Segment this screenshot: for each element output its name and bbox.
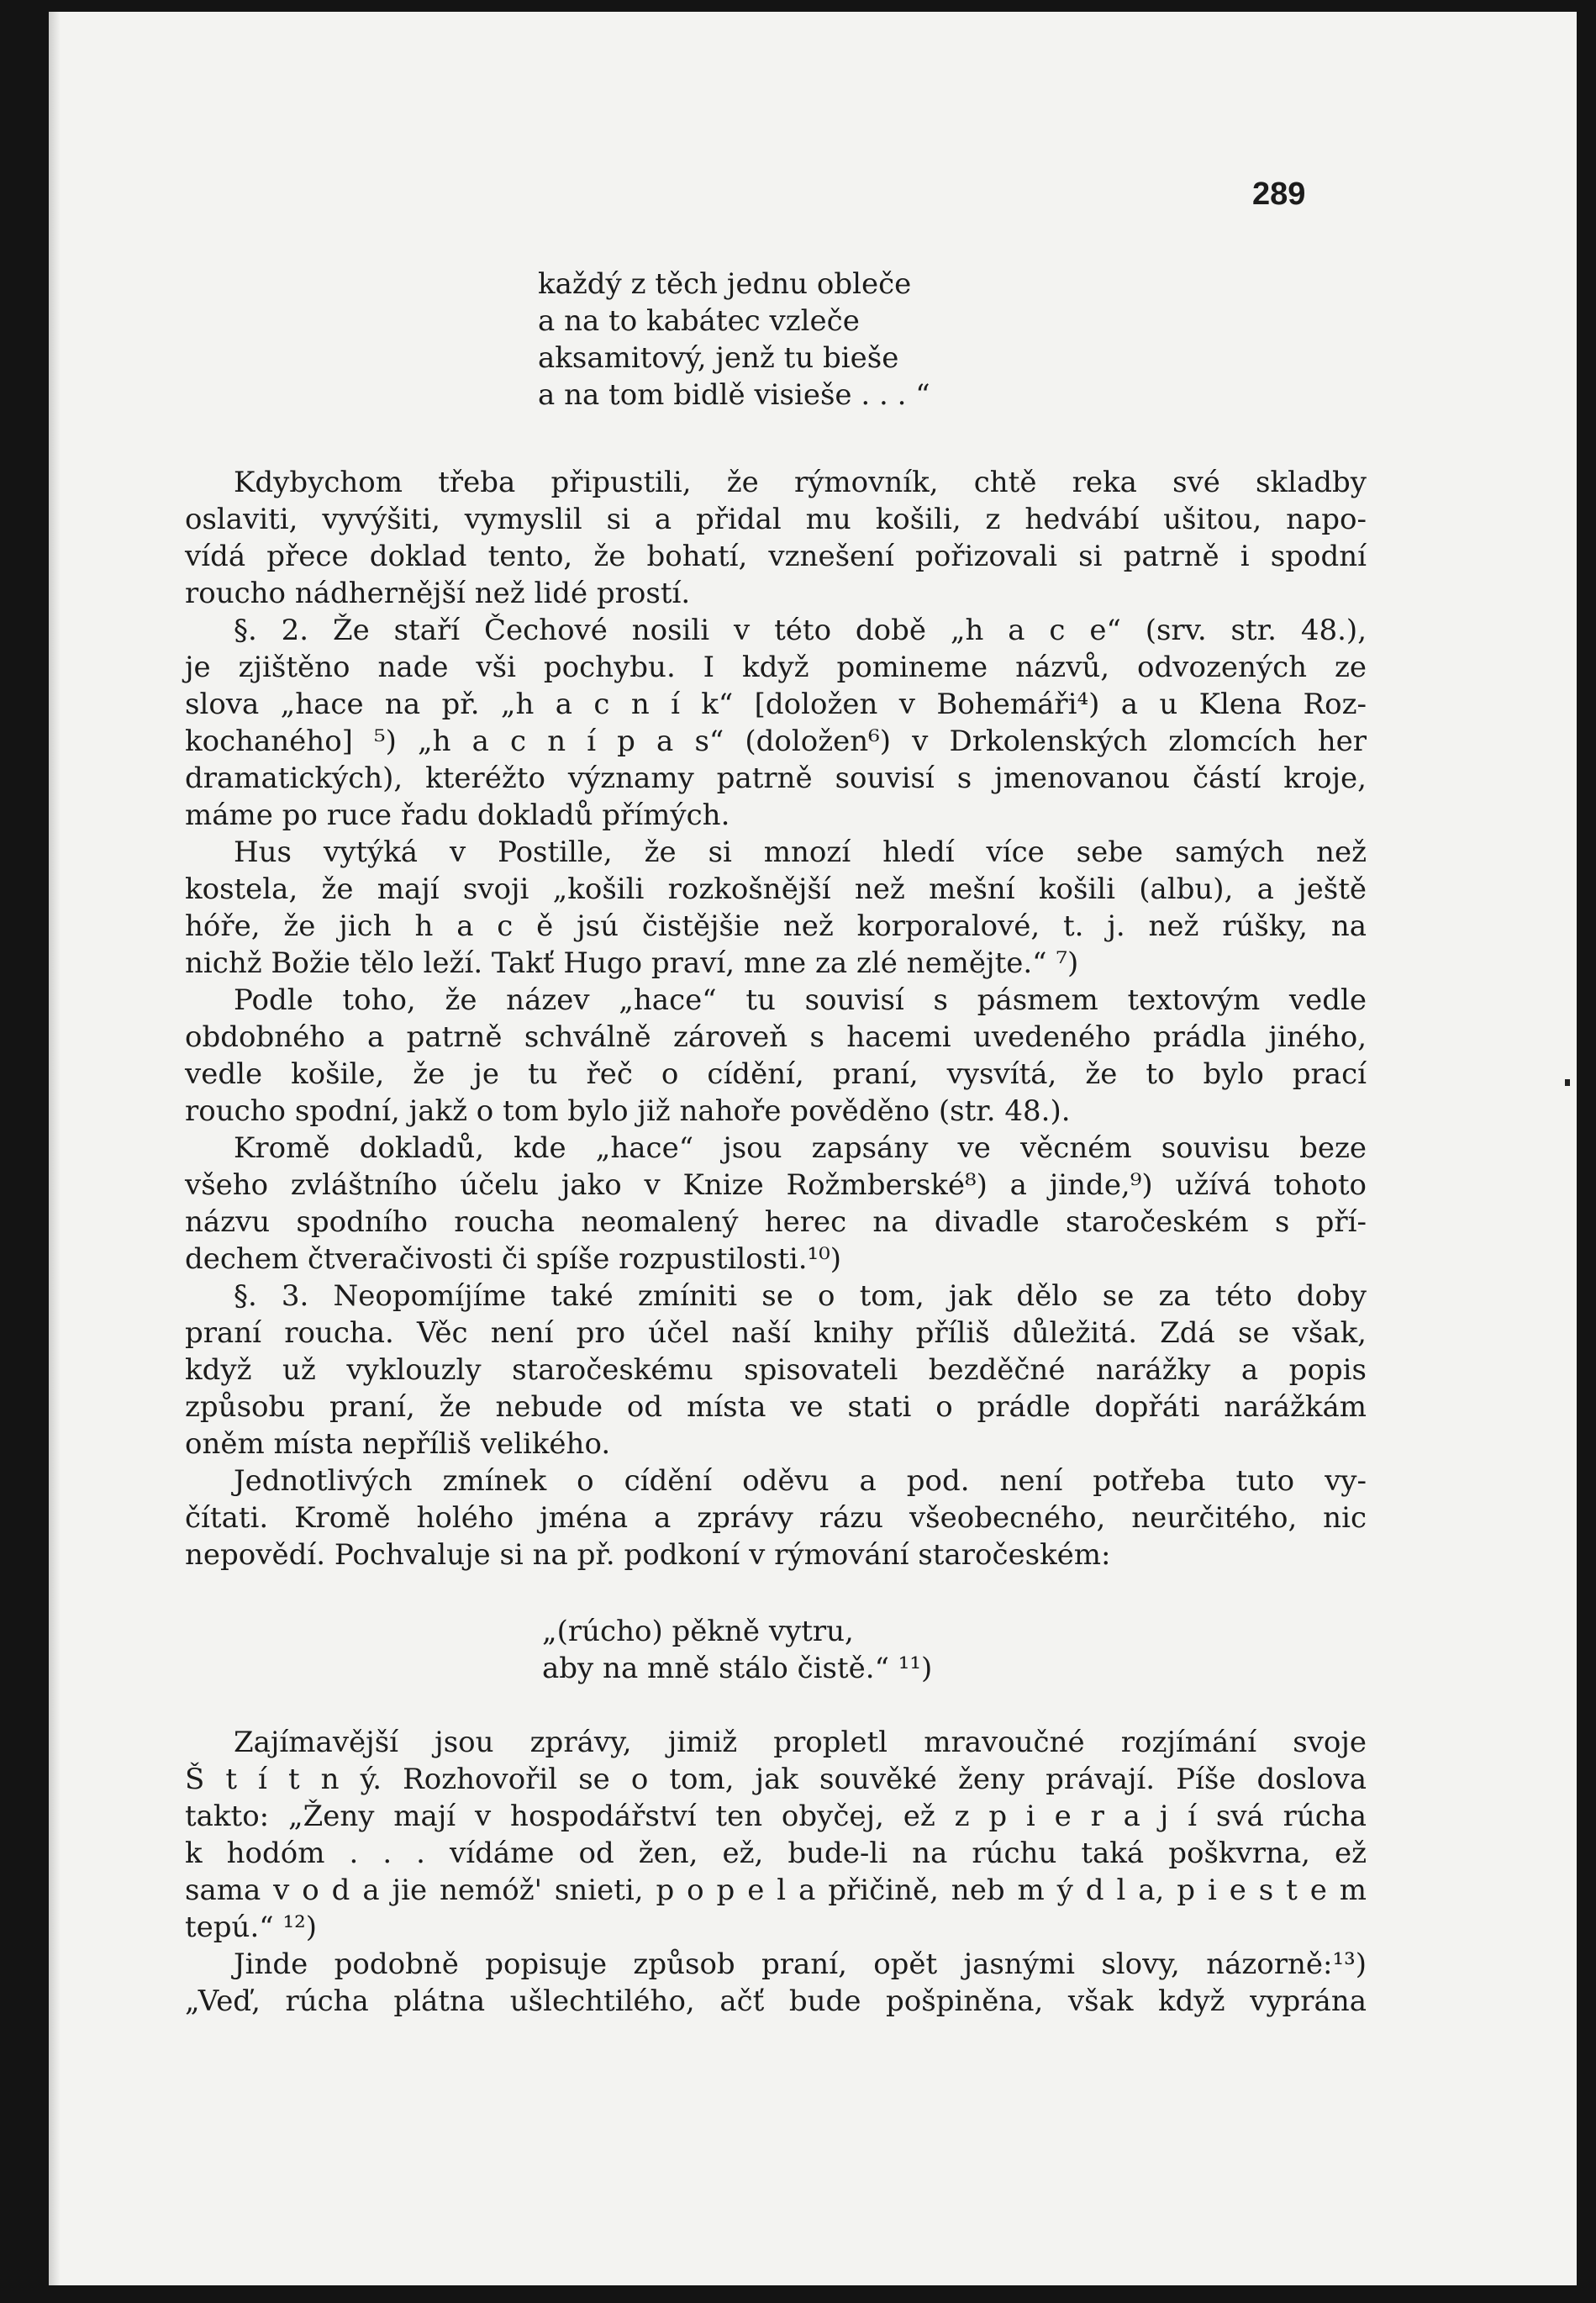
text-line: nichž Božie tělo leží. Takť Hugo praví, mne za zlé nemějte.“ ⁷)	[185, 946, 1079, 980]
page-edge-shadow	[49, 12, 61, 2285]
verse-line: aby na mně stálo čistě.“ ¹¹)	[542, 1652, 933, 1685]
text-line: dechem čtveračivosti či spíše rozpustilosti.¹⁰)	[185, 1242, 842, 1276]
verse-line: každý z těch jednu obleče	[538, 267, 912, 301]
verse-line: aksamitový, jenž tu bieše	[538, 341, 899, 375]
text-line: když už vyklouzly staročeskému spisovateli bezděčné narážky a popis	[185, 1353, 1367, 1387]
text-line: „Veď, rúcha plátna ušlechtilého, ačť bude pošpiněna, však když vyprána	[185, 1984, 1367, 2018]
body-text-1	[185, 464, 1367, 1573]
verse-line: a na to kabátec vzleče	[538, 304, 860, 338]
book-page	[49, 12, 1577, 2285]
text-line: oslaviti, vyvýšiti, vymyslil si a přidal mu košili, z hedvábí ušitou, napo-	[185, 503, 1367, 536]
text-line: Jinde podobně popisuje způsob praní, opět jasnými slovy, názorně:¹³)	[234, 1947, 1367, 1981]
text-line: Zajímavější jsou zprávy, jimiž propletl mravoučné rozjímání svoje	[234, 1726, 1367, 1759]
text-line: §. 3. Neopomíjíme také zmíniti se o tom, jak dělo se za této doby	[234, 1279, 1367, 1313]
body-text-2	[185, 1724, 1367, 2020]
text-line: slova „hace na př. „h a c n í k“ [doložen v Bohemáři⁴) a u Klena Roz-	[185, 688, 1367, 721]
text-line: Hus vytýká v Postille, že si mnozí hledí více sebe samých než	[234, 835, 1367, 869]
text-line: názvu spodního roucha neomalený herec na divadle staročeském s pří-	[185, 1205, 1367, 1239]
page-number: 289	[1252, 177, 1306, 212]
text-line: všeho zvláštního účelu jako v Knize Rožmberské⁸) a jinde,⁹) užívá tohoto	[185, 1168, 1367, 1202]
text-line: Š t í t n ý. Rozhovořil se o tom, jak souvěké ženy právají. Píše doslova	[185, 1763, 1367, 1796]
text-line: čítati. Kromě holého jména a zprávy rázu všeobecného, neurčitého, nic	[185, 1501, 1367, 1535]
paragraph	[185, 1278, 1367, 1462]
text-line: nepovědí. Pochvaluje si na př. podkoní v rýmování staročeském:	[185, 1538, 1111, 1572]
text-line: způsobu praní, že nebude od místa ve stati o prádle dopřáti narážkám	[185, 1390, 1367, 1424]
verse-line: „(rúcho) pěkně vytru,	[542, 1615, 854, 1648]
text-line: Jednotlivých zmínek o cídění oděvu a pod. není potřeba tuto vy-	[234, 1464, 1367, 1498]
verse-line: a na tom bidlě visieše . . . “	[538, 378, 930, 412]
text-line: praní roucha. Věc není pro účel naší knihy příliš důležitá. Zdá se však,	[185, 1316, 1367, 1350]
margin-mark	[1565, 1079, 1570, 1086]
text-line: §. 2. Že staří Čechové nosili v této době „h a c e“ (srv. str. 48.),	[234, 614, 1367, 647]
text-line: vídá přece doklad tento, že bohatí, vznešení pořizovali si patrně i spodní	[185, 540, 1367, 573]
text-line: tepú.“ ¹²)	[185, 1910, 317, 1944]
paragraph	[185, 834, 1367, 982]
paragraph	[185, 1724, 1367, 1946]
paragraph	[185, 612, 1367, 834]
paragraph	[185, 1130, 1367, 1278]
text-line: máme po ruce řadu dokladů přímých.	[185, 798, 730, 832]
text-line: dramatických), kteréžto významy patrně souvisí s jmenovanou částí kroje,	[185, 762, 1367, 795]
text-line: je zjištěno nade vši pochybu. I když pomineme názvů, odvozených ze	[185, 651, 1367, 684]
text-line: kochaného] ⁵) „h a c n í p a s“ (doložen⁶) v Drkolenských zlomcích her	[185, 725, 1367, 758]
text-line: roucho spodní, jakž o tom bylo již nahoře pověděno (str. 48.).	[185, 1094, 1071, 1128]
verse-quote-1	[538, 266, 930, 414]
text-line: Kromě dokladů, kde „hace“ jsou zapsány ve věcném souvisu beze	[234, 1131, 1367, 1165]
paragraph	[185, 1946, 1367, 2020]
text-line: k hodóm . . . vídáme od žen, ež, bude-li na rúchu taká poškvrna, ež	[185, 1837, 1367, 1870]
paragraph	[185, 464, 1367, 612]
text-line: takto: „Ženy mají v hospodářství ten obyčej, ež z p i e r a j í svá rúcha	[185, 1800, 1367, 1833]
text-line: obdobného a patrně schválně zároveň s hacemi uvedeného prádla jiného,	[185, 1020, 1367, 1054]
text-line: kostela, že mají svoji „košili rozkošnější než mešní košili (albu), a ještě	[185, 872, 1367, 906]
text-line: vedle košile, že je tu řeč o cídění, praní, vysvítá, že to bylo prací	[185, 1057, 1367, 1091]
text-line: hóře, že jich h a c ě jsú čistějšie než korporalové, t. j. než rúšky, na	[185, 909, 1367, 943]
text-line: oněm místa nepříliš velikého.	[185, 1427, 611, 1461]
text-line: roucho nádhernější než lidé prostí.	[185, 577, 691, 610]
text-line: Podle toho, že název „hace“ tu souvisí s pásmem textovým vedle	[234, 983, 1367, 1017]
text-line: sama v o d a jie nemóž' snieti, p o p e l a přičině, neb m ý d l a, p i e s t e m	[185, 1873, 1367, 1907]
paragraph	[185, 1462, 1367, 1573]
verse-quote-2	[542, 1613, 932, 1687]
text-line: Kdybychom třeba připustili, že rýmovník, chtě reka své skladby	[234, 466, 1367, 499]
paragraph	[185, 982, 1367, 1130]
